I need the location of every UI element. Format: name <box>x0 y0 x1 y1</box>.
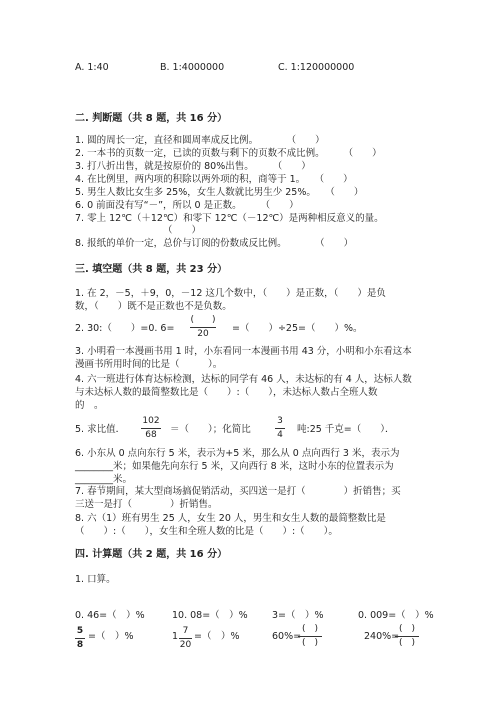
fill-q5-numerator-2: 3 <box>277 416 283 426</box>
fill-q2-left: 2. 30:（ ）=0. 6= <box>75 323 175 334</box>
calc-r2-2-denominator: 20 <box>179 640 192 650</box>
calc-r2-3-numerator: ( ) <box>301 624 319 634</box>
section-2-title: 二. 判断题（共 8 题，共 16 分） <box>75 113 228 124</box>
fill-q5-left: 5. 求比值． <box>75 424 126 435</box>
judge-item-8: 8. 报纸的单价一定，总价与订阅的份数成反比例。 （ ） <box>75 238 354 249</box>
fill-q7-line2: 三送一是打（ ）折销售。 <box>75 499 218 510</box>
fraction-bar <box>75 638 85 639</box>
fraction-bar <box>179 638 192 639</box>
fraction-bar <box>395 636 419 637</box>
section-3-title: 三. 填空题（共 8 题，共 23 分） <box>75 264 228 275</box>
fill-q6-line3: ________米。 <box>75 474 133 485</box>
calc-r1-4: 0. 009=（ ）% <box>358 610 434 621</box>
fraction-bar <box>190 327 216 328</box>
fill-q8-line2: （ ）:（ ），女生和全班人数的比是（ ）:（ ）。 <box>75 526 338 537</box>
calc-r2-2-fraction <box>179 626 192 651</box>
calc-r2-3-fraction <box>298 624 322 649</box>
fill-q6-line1: 6. 小东从 0 点向东行 5 米，表示为+5 米，那么从 0 点向西行 3 米，表示为 <box>75 448 400 459</box>
judge-item-2: 2. 一本书的页数一定，已读的页数与剩下的页数不成比例。 （ ） <box>75 148 382 159</box>
judge-item-7: 7. 零上 12℃（＋12℃）和零下 12℃（－12℃）是两种相反意义的量。 <box>75 213 384 224</box>
choice-b: B. 1:4000000 <box>160 62 225 73</box>
fill-q6-line2: ________米；如果他先向东行 5 米，又向西行 8 米，这时小东的位置表示为 <box>75 461 394 472</box>
fill-q3-line1: 3. 小明看一本漫画书用 1 时，小东看同一本漫画书用 43 分，小明和小东看这本 <box>75 346 412 357</box>
fill-q1-line2: 数，（ ）既不是正数也不是负数。 <box>75 301 232 312</box>
judge-item-6: 6. 0 前面没有写“－”，所以 0 是正数。 （ ） <box>75 200 299 211</box>
calc-r2-2-tail: =（ ）% <box>194 631 240 642</box>
fill-q8-line1: 8. 六（1）班有男生 25 人，女生 20 人，男生和女生人数的最简整数比是 <box>75 513 386 524</box>
fill-q2-denominator: 20 <box>197 329 209 339</box>
calc-r2-3-denominator: ( ) <box>301 638 319 648</box>
calc-r2-2-whole: 1 <box>172 631 179 642</box>
fill-q4-line3: 的 。 <box>75 400 104 411</box>
fill-q7-line1: 7. 春节期间，某大型商场搞促销活动，买四送一是打（ ）折销售；买 <box>75 486 401 497</box>
fill-q4-line1: 4. 六一班进行体育达标检测，达标的同学有 46 人，未达标的有 4 人，达标人数 <box>75 374 412 385</box>
fill-q5-fraction-1 <box>141 416 161 441</box>
fill-q5-middle: ＝（ ）；化简比 <box>170 424 251 435</box>
fraction-bar <box>275 428 285 429</box>
calc-r2-2-numerator: 7 <box>182 626 189 636</box>
calc-r2-1-numerator: 5 <box>76 626 84 636</box>
calc-r2-3-lead: 60%= <box>272 631 302 642</box>
calc-r1-2: 10. 08=（ ）% <box>172 610 248 621</box>
calc-r2-1-tail: =（ ）% <box>88 631 134 642</box>
fill-q3-line2: 漫画书所用时间的比是（ ）。 <box>75 359 223 370</box>
fill-q5-denominator-2: 4 <box>277 430 283 440</box>
fill-q5-denominator-1: 68 <box>145 430 157 440</box>
calc-r2-4-fraction <box>395 624 419 649</box>
calc-r1-1: 0. 46=（ ）% <box>75 610 145 621</box>
fill-q2-numerator: ( ) <box>190 315 216 325</box>
fill-q2-right: =（ ）÷25=（ ）%。 <box>232 323 363 334</box>
calc-r2-4-denominator: ( ) <box>398 638 416 648</box>
choice-a: A. 1:40 <box>75 62 109 73</box>
choice-c: C. 1:120000000 <box>278 62 355 73</box>
fill-q5-right: 吨:25 千克=（ ）． <box>297 424 395 435</box>
judge-item-5: 5. 男生人数比女生多 25%，女生人数就比男生少 25%。 （ ） <box>75 187 364 198</box>
fill-q1-line1: 1. 在 2，－5，＋9，0，－12 这几个数中，（ ）是正数，（ ）是负 <box>75 288 386 299</box>
fraction-bar <box>298 636 322 637</box>
fill-q4-line2: 与未达标人数的最简整数比是（ ）:（ ），未达标人数占全班人数 <box>75 387 378 398</box>
calc-r2-1-denominator: 8 <box>76 640 84 650</box>
judge-item-4: 4. 在比例里，两内项的积除以两外项的积，商等于 1。 （ ） <box>75 174 353 185</box>
judge-item-7-paren: （ ） <box>163 225 202 236</box>
fraction-bar <box>141 428 161 429</box>
section-4-title: 四. 计算题（共 2 题，共 16 分） <box>75 549 228 560</box>
calc-r1-3: 3=（ ）% <box>272 610 324 621</box>
fill-q5-numerator-1: 102 <box>142 416 160 426</box>
fill-q2-fraction <box>190 315 216 340</box>
judge-item-1: 1. 圆的周长一定，直径和圆周率成反比例。 （ ） <box>75 135 325 146</box>
calc-sub-title: 1. 口算。 <box>75 574 116 585</box>
fill-q5-fraction-2 <box>275 416 285 441</box>
calc-r2-4-lead: 240%= <box>364 631 400 642</box>
calc-r2-1-fraction <box>75 626 85 651</box>
calc-r2-4-numerator: ( ) <box>398 624 416 634</box>
judge-item-3: 3. 打八折出售，就是按原价的 80%出售。 （ ） <box>75 161 311 172</box>
